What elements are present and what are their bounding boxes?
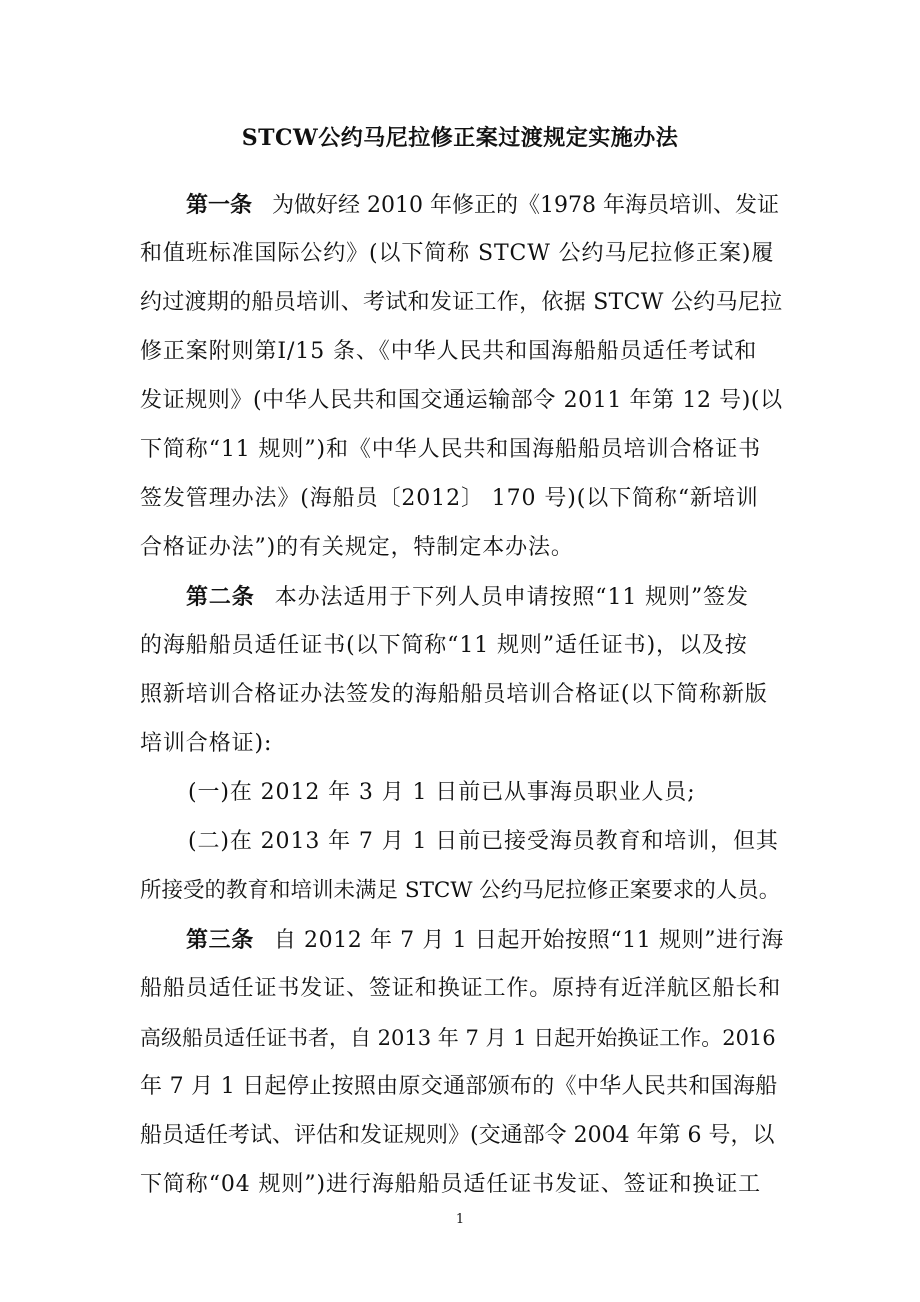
article-2-item-2-continuation: 所接受的教育和培训未满足 STCW 公约马尼拉修正案要求的人员。 [140,878,781,903]
article-3-line-3: 高级船员适任证书者，自 2013 年 7 月 1 日起开始换证工作。2016 [140,1026,776,1050]
article-3-line-4: 年 7 月 1 日起停止按照由原交通部颁布的《中华人民共和国海船 [140,1074,778,1099]
article-3-text: 自 2012 年 7 月 1 日起开始按照“11 规则”进行海 [273,928,784,953]
article-2-line-2: 的海船船员适任证书(以下简称“11 规则”适任证书)，以及按 [140,633,748,658]
article-2-line-1 [186,582,749,612]
article-2-item-2: (二)在 2013 年 7 月 1 日前已接受海员教育和培训，但其 [188,829,779,854]
article-3-line-5: 船员适任考试、评估和发证规则》(交通部令 2004 年第 6 号，以 [140,1123,775,1148]
article-3-line-1 [186,925,784,955]
article-3-label: 第三条 [186,927,254,953]
article-1-line-4: 修正案附则第Ⅰ/15 条、《中华人民共和国海船船员适任考试和 [140,339,758,364]
article-2-line-3: 照新培训合格证办法签发的海船船员培训合格证(以下简称新版 [140,682,768,707]
article-1-label: 第一条 [186,192,253,218]
article-3-line-6: 下简称“04 规则”)进行海船船员适任证书发证、签证和换证工 [140,1172,762,1197]
article-2-label: 第二条 [186,584,255,610]
article-1-line-6: 下简称“11 规则”)和《中华人民共和国海船船员培训合格证书 [140,437,762,462]
article-2-text: 本办法适用于下列人员申请按照“11 规则”签发 [274,585,749,610]
article-1-line-5: 发证规则》(中华人民共和国交通运输部令 2011 年第 12 号)(以 [140,388,783,413]
document-title: STCW公约马尼拉修正案过渡规定实施办法 [241,125,679,151]
article-1-line-8: 合格证办法”)的有关规定，特制定本办法。 [140,535,574,560]
article-2-line-4: 培训合格证): [140,731,273,756]
article-2-item-1: (一)在 2012 年 3 月 1 日前已从事海员职业人员; [188,780,696,805]
page-number: 1 [455,1212,465,1227]
article-1-line-1 [186,190,779,220]
article-3-line-2: 船船员适任证书发证、签证和换证工作。原持有近洋航区船长和 [140,976,782,1001]
article-1-text: 为做好经 2010 年修正的《1978 年海员培训、发证 [272,193,779,218]
article-1-line-7: 签发管理办法》(海船员〔2012〕 170 号)(以下简称“新培训 [140,486,759,511]
article-1-line-3: 约过渡期的船员培训、考试和发证工作，依据 STCW 公约马尼拉 [140,290,783,315]
article-1-line-2: 和值班标准国际公约》(以下简称 STCW 公约马尼拉修正案)履 [140,241,775,266]
